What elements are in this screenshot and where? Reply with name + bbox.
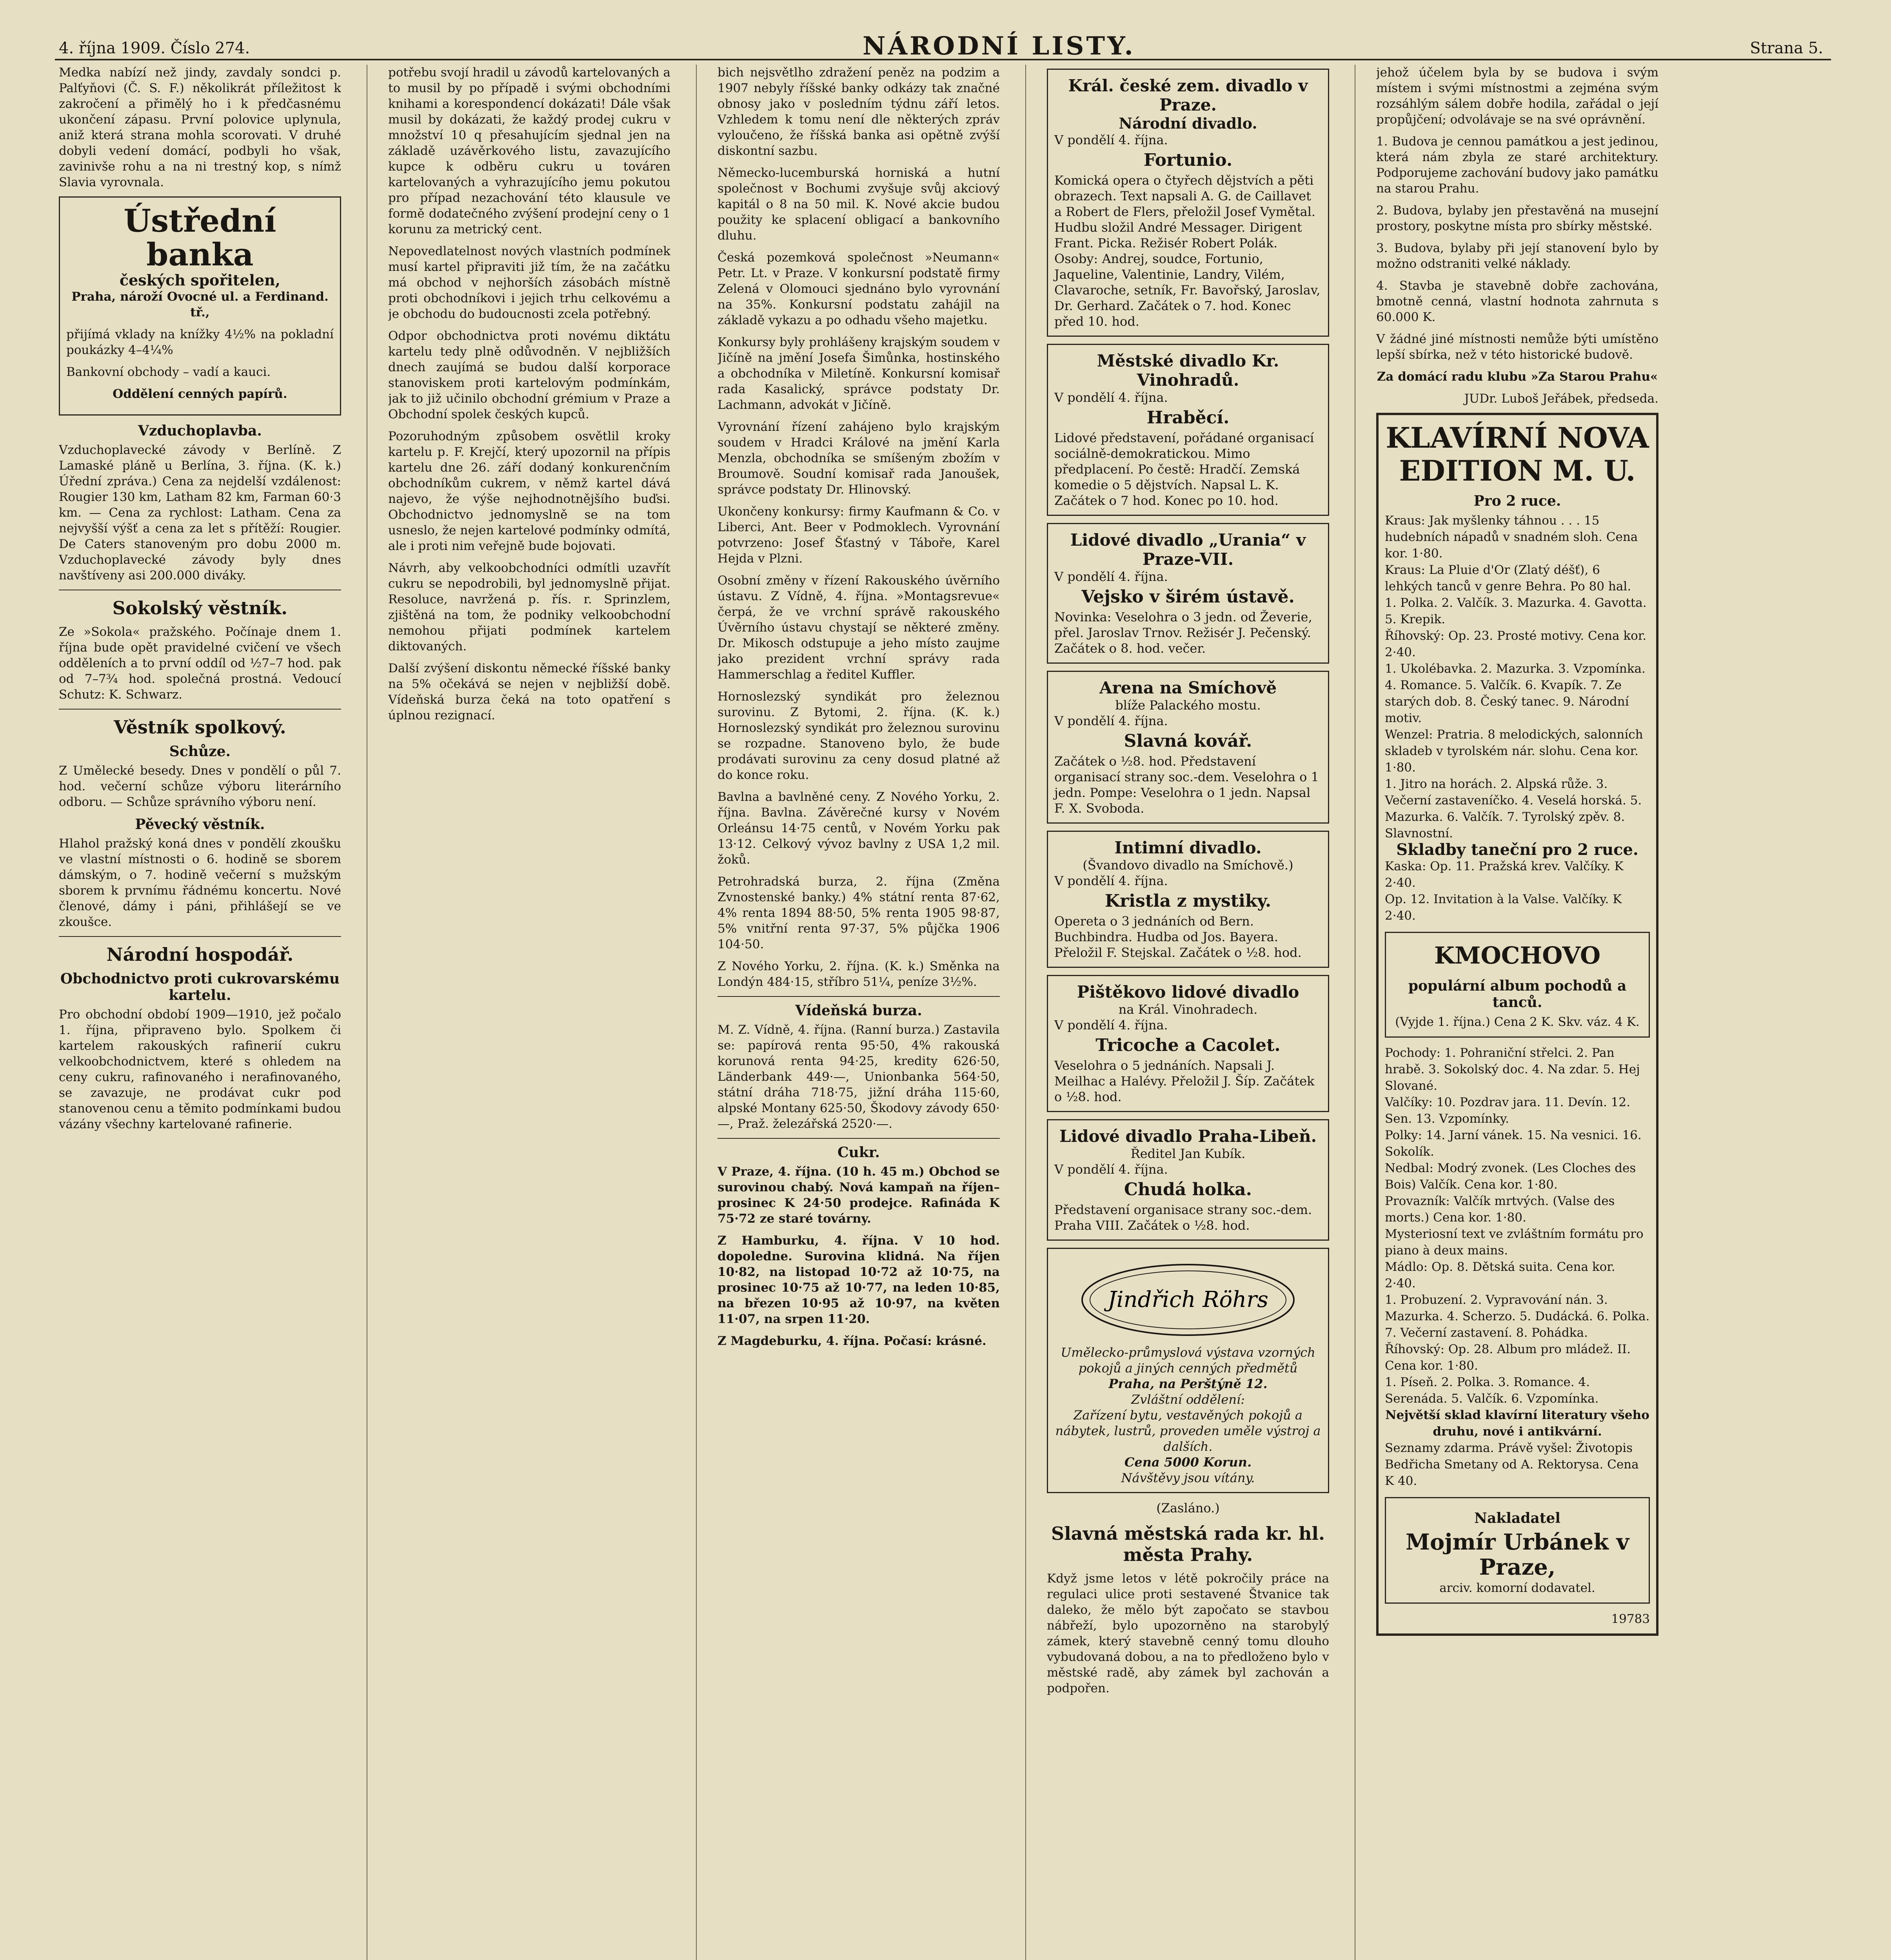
ad-item: Wenzel: Pratria. 8 melodických, salonních skladeb v tyrolském nár. slohu. Cena kor. 1·80.: [1385, 728, 1643, 775]
bank-advert: [59, 196, 341, 416]
ad-item: Kraus: La Pluie d'Or (Zlatý déšť), 6 lehkých tanců v genre Behra. Po 80 hal.: [1385, 563, 1631, 593]
header-rule: [55, 59, 1831, 60]
ad-item: Kaska: Op. 11. Pražská krev. Valčíky. K 2·40.: [1385, 859, 1624, 890]
ad-item: 1. Polka. 2. Valčík. 3. Mazurka. 4. Gavotta. 5. Krepik.: [1385, 596, 1647, 626]
show-cast: Osoby: Andrej, soudce, Fortunio, Jaqueline, Valentinie, Landry, Vilém, Clavaroche, setník, Fr. Bavořský, Jaroslav, Dr. Gerhard. Začátek o 7. hod. Konec před 10. hod.: [1054, 251, 1321, 329]
theatre-name: Lidové divadlo Praha-Libeň.: [1059, 1127, 1317, 1146]
bank-subtitle: českých spořitelen,: [119, 271, 281, 289]
bank-text: Oddělení cenných papírů.: [113, 387, 287, 401]
theatre-listing: [1047, 671, 1329, 824]
show-title: Chudá holka.: [1124, 1180, 1252, 1200]
ad-item: Skladby taneční pro 2 ruce.: [1396, 840, 1639, 859]
theatre-subname: na Král. Vinohradech.: [1118, 1002, 1258, 1017]
theatre-date: V pondělí 4. října.: [1054, 1018, 1168, 1033]
divider: [59, 936, 341, 937]
column-2: [388, 65, 670, 1960]
article-text: Z Magdeburku, 4. října. Počasí: krásné.: [718, 1334, 986, 1348]
show-title: Vejsko v širém ústavě.: [1081, 587, 1295, 607]
column-1: [59, 65, 341, 1960]
show-info: Začátek o ½8. hod. Představení organisací strany soc.-dem. Veselohra o 1 jedn. Pompe: Veselohra o 1 jedn. Napsal F. X. Svoboda.: [1054, 754, 1319, 816]
divider: [718, 1138, 1000, 1139]
theatre-date: V pondělí 4. října.: [1054, 873, 1168, 888]
kmochovo-text: (Vyjde 1. října.) Cena 2 K. Skv. váz. 4 K.: [1395, 1015, 1640, 1029]
ad-item: 1. Ukolébavka. 2. Mazurka. 3. Vzpomínka. 4. Romance. 5. Valčík. 6. Kvapík. 7. Ze starých dob. 8. Český tanec. 9. Národní motiv.: [1385, 662, 1646, 725]
theatre-listing: [1047, 69, 1329, 337]
show-info: Představení organisace strany soc.-dem. Praha VIII. Začátek o ½8. hod.: [1054, 1202, 1312, 1233]
theatre-listing: [1047, 1119, 1329, 1241]
article-text: Když jsme letos v létě pokročily práce na regulaci ulice proti sestavené Štvanice tak daleko, že mělo být započato se stavbou nábřeží, bylo upozorněno na starobylý zámek, který stavebně cenný tomu dlouho vybudovaná dobou, a na to předloženo bylo v městské radě, aby zámek byl zachován a podpořen.: [1047, 1572, 1329, 1695]
ad-line: Zvláštní oddělení:: [1131, 1392, 1245, 1407]
theatre-name: Pištěkovo lidové divadlo: [1077, 982, 1299, 1002]
article-text: Petrohradská burza, 2. října (Změna Zvnostenské banky.) 4% státní renta 87·62, 4% renta 1894 88·50, 5% renta 1905 98·87, 5% vnitřní renta 97·37, 5% půjčka 1906 104·50.: [718, 875, 1000, 951]
publisher-subtitle: arciv. komorní dodavatel.: [1439, 1581, 1595, 1595]
article-headline: Obchodnictvo proti cukrovarskému kartelu.: [60, 971, 340, 1004]
show-title: Hraběcí.: [1146, 408, 1230, 428]
column-3: [718, 65, 1000, 1960]
theatre-listing: [1047, 523, 1329, 664]
ad-item: Mysteriosní text ve zvláštním formátu pro piano à deux mains.: [1385, 1227, 1644, 1258]
ad-item: Největší sklad klavírní literatury všeho druhu, nové i antikvární.: [1385, 1408, 1649, 1439]
article-text: Pozoruhodným způsobem osvětlil kroky kartelu p. F. Krejčí, který upozornil na přípis kartelu dne 26. září dodaný konkurenčním obchodníkům cukrem, v němž kartel dává najevo, že výše nejhodnotnějšího buďsi. Obchodnictvo jednomyslně se na tom usneslo, že nejen kartelové podmínky odmítá, ale i proti nim veřejně bude bojovati.: [388, 429, 670, 553]
theatre-listing: [1047, 975, 1329, 1112]
article-text: Osobní změny v řízení Rakouského úvěrního ústavu. Z Vídně, 4. října. »Montagsrevue« čerpá, že ve vrchní správě rakouského Úvěrního ústavu chystají se některé změny. Dr. Mikosch odstupuje a jeho místo zaujme jako prezident vrchní správy rada Hammerschlag a ředitel Kuffler.: [718, 573, 1000, 682]
theatre-name: Arena na Smíchově: [1099, 678, 1277, 697]
column-divider: [1025, 65, 1026, 1960]
publisher-box: [1385, 1497, 1650, 1604]
article-text: Ukončeny konkursy: firmy Kaufmann & Co. v Liberci, Ant. Beer v Podmoklech. Vyrovnání potvrzeno: Josef Šťastný v Táboře, Karel Hejda v Plzni.: [718, 505, 1000, 566]
show-title: Kristla z mystiky.: [1104, 891, 1272, 911]
section-heading: Sokolský věstník.: [112, 597, 288, 619]
article-text: Hornoslezský syndikát pro železnou surovinu. Z Bytomi, 2. října. (K. k.) Hornoslezský syndikát pro železnou surovinu se rozpadne. Stanoveno bylo, že bude prodávati surovinu za ceny dosud platné až do konce roku.: [718, 690, 1000, 782]
divider: [718, 996, 1000, 997]
show-info: Opereta o 3 jednáních od Bern. Buchbindra. Hudba od Jos. Bayera. Přeložil F. Stejskal. Začátek o ½8. hod.: [1054, 914, 1302, 960]
rohrs-logo: [1078, 1261, 1298, 1339]
ad-subtitle: Pro 2 ruce.: [1473, 493, 1561, 509]
ad-item: 1. Probuzení. 2. Vypravování nán. 3. Mazurka. 4. Scherzo. 5. Dudácká. 6. Polka. 7. Večerní zastavení. 8. Pohádka.: [1385, 1293, 1650, 1340]
ad-line: Zařízení bytu, vestavěných pokojů a nábytek, lustrů, proveden uměle výstroj a dalších.: [1055, 1408, 1321, 1454]
article-text: Další zvýšení diskontu německé říšské banky na 5% očekává se nejen v nejbližší době. Vídeňská burza čeká na toto opatření s úplnou rezignací.: [388, 661, 670, 722]
column-5: [1376, 65, 1658, 1960]
ad-number: 19783: [1611, 1612, 1650, 1626]
article-text: 2. Budova, bylaby jen přestavěná na musejní prostory, poskytne místa pro sbírky městské.: [1376, 203, 1658, 233]
page-number: Strana 5.: [1750, 39, 1823, 57]
ad-line: Praha, na Perštýně 12.: [1108, 1376, 1268, 1391]
article-text: potřebu svojí hradil u závodů kartelovaných a to musil by po případě i svými obchodními knihami a korespondencí dokázati! Dále však musil by dokázati, že každý prodej cukru v množství 10 q přesahujícím sjednal jen na základě uzávěrkového listu, zavazujícího kupce k odběru cukru u továren kartelovaných a vyhrazujícího jemu pokutou pro případ nezachování této klausule ve formě dodatečného zvýšení prodejní ceny o 1 korunu za metrický cent.: [388, 65, 670, 236]
article-text: 3. Budova, bylaby při její stanovení bylo by možno odstraniti velké náklady.: [1376, 241, 1658, 271]
article-text: Medka nabízí než jindy, zavdaly sondci p. Palťyňovi (Č. S. F.) několikrát příležitost k zakročení a přimělý ho i k předčasnému ukončení zápasu. První polovice uplynula, aniž která strana mohla scorovati. V druhé dobyli vedení domácí, podbyli ho však, zavinivše rohu a na ni trestný kop, s nímž Slavia vyrovnala.: [59, 65, 341, 189]
ad-title: KLAVÍRNÍ NOVA EDITION M. U.: [1386, 421, 1649, 487]
zaslano-label: (Zasláno.): [1156, 1501, 1220, 1515]
theatre-subname: blíže Palackého mostu.: [1115, 698, 1261, 713]
kmochovo-subtitle: populární album pochodů a tanců.: [1408, 978, 1627, 1011]
show-info: Novinka: Veselohra o 3 jedn. od Ževerie, přel. Jaroslav Trnov. Režisér J. Pečenský. Začátek o 8. hod. večer.: [1054, 610, 1312, 656]
show-title: Tricoche a Cacolet.: [1095, 1035, 1281, 1055]
ad-item: Polky: 14. Jarní vánek. 15. Na vesnici. 16. Sokolík.: [1385, 1128, 1642, 1159]
theatre-name: Městské divadlo Kr. Vinohradů.: [1097, 351, 1279, 390]
theatre-name: Lidové divadlo „Urania“ v Praze-VII.: [1070, 530, 1306, 569]
theatre-listing: [1047, 344, 1329, 516]
article-text: Z Umělecké besedy. Dnes v pondělí o půl 7. hod. večerní schůze výboru literárního odboru. — Schůze správního výboru není.: [59, 764, 341, 809]
ad-item: Pochody: 1. Pohraniční střelci. 2. Pan hrabě. 3. Sokolský doc. 4. Na zdar. 5. Hej Slované.: [1385, 1046, 1640, 1093]
klavirni-advert: [1376, 413, 1658, 1636]
show-info: Komická opera o čtyřech dějstvích a pěti obrazech. Text napsali A. G. de Caillavet a Robert de Flers, přeložil Josef Vymětal. Hudbu složil André Messager. Dirigent Frant. Picka. Režisér Robert Polák.: [1054, 173, 1316, 250]
divider: [59, 709, 341, 710]
article-text: Ze »Sokola« pražského. Počínaje dnem 1. října bude opět pravidelné cvičení ve všech odděleních a to první oddíl od ½7–7 hod. pak od 7–7¾ hod. společná prostná. Vedoucí Schutz: K. Schwarz.: [59, 625, 341, 702]
column-4-theatres: [1047, 65, 1329, 1960]
ad-line: Umělecko-průmyslová výstava vzorných pokojů a jiných cenných předmětů: [1061, 1345, 1315, 1376]
signature: JUDr. Luboš Jeřábek, předseda.: [1464, 392, 1658, 406]
ad-item: Říhovský: Op. 28. Album pro mládež. II. Cena kor. 1·80.: [1385, 1342, 1631, 1373]
section-heading: Národní hospodář.: [106, 944, 294, 965]
ad-item: Valčíky: 10. Pozdrav jara. 11. Devín. 12. Sen. 13. Vzpomínky.: [1385, 1095, 1630, 1126]
publisher-name: Mojmír Urbánek v Praze,: [1405, 1529, 1629, 1580]
article-text: 4. Stavba je stavebně dobře zachována, bmotně cenná, vlastní hodnota zahrnuta s 60.000 K.: [1376, 279, 1658, 324]
column-divider: [696, 65, 697, 1960]
show-info: Veselohra o 5 jednáních. Napsali J. Meilhac a Halévy. Přeložil J. Šíp. Začátek o ½8. hod.: [1054, 1058, 1315, 1104]
bank-title-row: [66, 204, 334, 271]
masthead: NÁRODNÍ LISTY.: [863, 31, 1135, 61]
theatre-subname: Ředitel Jan Kubík.: [1130, 1146, 1246, 1161]
bank-title: Ústřední banka: [124, 202, 276, 273]
ad-line: Cena 5000 Korun.: [1124, 1455, 1252, 1470]
article-text: Z Nového Yorku, 2. října. (K. k.) Směnka na Londýn 484·15, stříbro 51¼, peníze 3½%.: [718, 959, 1000, 989]
subsection-heading: Schůze.: [169, 743, 231, 760]
section-heading: Vídeňská burza.: [795, 1002, 922, 1019]
ad-line: Návštěvy jsou vítány.: [1121, 1470, 1255, 1485]
ad-item: Seznamy zdarma. Právě vyšel: Životopis Bedřicha Smetany od A. Rektorysa. Cena K 40.: [1385, 1441, 1639, 1488]
theatre-date: V pondělí 4. října.: [1054, 713, 1168, 728]
ad-list: [1385, 512, 1650, 924]
article-text: bich nejsvětlho zdražení peněz na podzim a 1907 nebyly říšské banky odkázy tak značné obnosy jako v posledním týdnu září letos. Vzhledem k tomu není dle některých zpráv vyloučeno, že říšská banka asi opětně zvýší diskontní sazbu.: [718, 65, 1000, 158]
article-text: Německo-lucemburská horniská a hutní společnost v Bochumi zvyšuje svůj akciový kapitál o 8 na 50 mil. K. Nové akcie budou použity ke splacení obligací a bankovního dluhu.: [718, 166, 1000, 243]
article-text: Vyrovnání řízení zahájeno bylo krajským soudem v Hradci Králové na jmění Karla Menzla, obchodníka se smíšeným zbožím v Broumově. Soudní komisař rada Janoušek, správce podstaty Dr. Hlinovský.: [718, 420, 1000, 497]
kmochovo-title: KMOCHOVO: [1434, 942, 1601, 969]
article-text: Pro obchodní období 1909—1910, jež počalo 1. října, připraveno bylo. Spolkem či kartelem rakouských rafinerií cukru velkoobchodnictvem, které s ohledem na ceny cukru, rafinovaného i nerafinovaného, se zavazuje, ne prodávat cukr pod stanovenou cenu a těmito podmínkami budou vázány všechny kartelované rafinerie.: [59, 1007, 341, 1131]
article-text: 1. Budova je cennou památkou a jest jedinou, která nám zbyla ze staré architektury. Podporujeme zachování budovy jako památku na starou Prahu.: [1376, 134, 1658, 196]
article-text: Nepovedlatelnost nových vlastních podmínek musí kartel připraviti již tím, že na začátku má obchod v nejhorších zásobách místně proti obchodníkovi i jejich trhu celkovému a je obchodu do budoucnosti zcela potřebný.: [388, 244, 670, 321]
article-headline: Slavná městská rada kr. hl. města Prahy.: [1051, 1523, 1325, 1565]
publisher-heading: Nakladatel: [1474, 1510, 1560, 1526]
theatre-name: Intimní divadlo.: [1114, 838, 1262, 857]
signature: Za domácí radu klubu »Za Starou Prahu«: [1377, 370, 1658, 384]
article-text: Hlahol pražský koná dnes v pondělí zkoušku ve vlastní místnosti o 6. hodině se sborem dámským, o 7. hodině večerní s mužským sborem k prvnímu řádnému koncertu. Nové členové, dámy i páni, přihlášejí se ve zkoušce.: [59, 837, 341, 929]
section-heading: Vzduchoplavba.: [138, 423, 262, 439]
article-text: Bavlna a bavlněné ceny. Z Nového Yorku, 2. října. Bavlna. Závěrečné kursy v Novém Orleánsu 14·75 centů, v Novém Yorku pak 13·12. Celkový vývoz bavlny z USA 1,2 mil. žoků.: [718, 790, 1000, 867]
article-text: Z Hamburku, 4. října. V 10 hod. dopoledne. Surovina klidná. Na říjen 10·82, na listopad 10·72 až 10·75, na prosinec 10·75 až 10·77, na leden 10·85, na březen 10·95 až 10·97, na květen 11·07, na srpen 11·20.: [718, 1234, 1000, 1326]
ad-item: Kraus: Jak myšlenky táhnou . . . 15 hudebních nápadů v snadném sloh. Cena kor. 1·80.: [1385, 514, 1638, 561]
kmochovo-box: [1385, 932, 1650, 1038]
ad-item: Nedbal: Modrý zvonek. (Les Cloches des Bois) Valčík. Cena kor. 1·80.: [1385, 1161, 1636, 1192]
article-text: Česká pozemková společnost »Neumann« Petr. Lt. v Praze. V konkursní podstatě firmy Zelená v Olomouci sjednáno bylo vyrovnání na 35%. Konkursní podstatu zahájil na základě vykazu a po odhadu všeho majetku.: [718, 250, 1000, 327]
theatre-subname: Národní divadlo.: [1119, 114, 1257, 132]
theatre-date: V pondělí 4. října.: [1054, 390, 1168, 405]
article-text: V žádné jiné místnosti nemůže býti umístěno lepší sbírka, než v této historické budově.: [1376, 332, 1658, 362]
ad-item: Mádlo: Op. 8. Dětská suita. Cena kor. 2·40.: [1385, 1260, 1615, 1290]
article-text: M. Z. Vídně, 4. října. (Ranní burza.) Zastavila se: papírová renta 95·50, 4% rakouská korunová renta 94·25, kredity 626·50, Länderbank 449·—, Unionbanka 564·50, státní dráha 718·75, jižní dráha 115·60, alpské Montany 625·50, Škodovy závody 650·—, Praž. železářská 2520·—.: [718, 1023, 1000, 1131]
page-header: [59, 20, 1823, 59]
ad-list: [1385, 1045, 1650, 1489]
show-title: Slavná kovář.: [1124, 731, 1252, 751]
article-text: jehož účelem byla by se budova i svým místem i svými místnostmi a zejména svým rozsáhlým sálem dobře hodila, zařádal o její propůjčení; odvolávaje se na své oprávnění.: [1376, 65, 1658, 127]
show-info: Lidové představení, pořádané organisací sociálně-demokratickou. Mimo předplacení. Po čestě: Hradčí. Zemská komedie o 5 dějstvích. Napsal L. K. Začátek o 7 hod. Konec po 10. hod.: [1054, 430, 1314, 508]
bank-text: Bankovní obchody – vadí a kauci.: [66, 365, 271, 379]
show-title: Fortunio.: [1143, 150, 1233, 170]
theatre-date: V pondělí 4. října.: [1054, 132, 1168, 147]
rohrs-logo-text: Jindřich Röhrs: [1108, 1287, 1268, 1312]
theatre-name: Král. české zem. divadlo v Praze.: [1068, 76, 1308, 114]
article-text: Vzduchoplavecké závody v Berlíně. Z Lamaské pláně u Berlína, 3. října. (K. k.) Úřední zpráva.) Cena za nejdelší vzdálenost: Rougier 130 km, Latham 82 km, Farman 60·3 km. — Cena za rychlost: Latham. Cena za nejvyšší výšť a cena za let s přítěží: Rougier. De Caters stanoveným pro dobu 2000 m. Vzduchoplavecké závody byly dnes navštíveny asi 200.000 diváky.: [59, 443, 341, 583]
ad-item: Provazník: Valčík mrtvých. (Valse des morts.) Cena kor. 1·80.: [1385, 1194, 1615, 1225]
section-heading: Věstník spolkový.: [114, 717, 286, 738]
rohrs-advert: [1047, 1248, 1329, 1493]
ad-item: 1. Píseň. 2. Polka. 3. Romance. 4. Serenáda. 5. Valčík. 6. Vzpomínka.: [1385, 1375, 1599, 1406]
theatre-listing: [1047, 831, 1329, 968]
theatre-date: V pondělí 4. října.: [1054, 1162, 1168, 1177]
article-text: Odpor obchodnictva proti novému diktátu kartelu tedy plně odůvodněn. V nejbližších dnech zaujímá se budou další korporace stanoviskem proti kartelovým podmínkám, jak to již učinilo obchodní grémium v Praze a Obchodní spolek českých kupců.: [388, 329, 670, 421]
theatre-date: V pondělí 4. října.: [1054, 569, 1168, 584]
section-heading: Cukr.: [837, 1144, 880, 1161]
subsection-heading: Pěvecký věstník.: [135, 816, 265, 833]
bank-address: Praha, nároží Ovocné ul. a Ferdinand. tř.,: [71, 290, 329, 319]
article-text: Konkursy byly prohlášeny krajským soudem v Jičíně na jmění Josefa Šimůnka, hostinského a obchodníka v Miletíně. Konkursní komisař rada Kasalický, správce podstaty Dr. Lachmann, advokát v Jičíně.: [718, 335, 1000, 412]
bank-text: přijímá vklady na knížky 4½% na pokladní poukázky 4–4¼%: [66, 327, 334, 357]
ad-item: Op. 12. Invitation à la Valse. Valčíky. K 2·40.: [1385, 892, 1622, 923]
article-text: Návrh, aby velkoobchodníci odmítli uzavřít cukru se nepodrobili, byl jednomyslně přijat. Resoluce, navržená p. řís. r. Sprinzlem, zjištěná na tom, že podniky velkoobchodní nemohou přijati podmínek kartelem diktovaných.: [388, 561, 670, 653]
ad-item: 1. Jitro na horách. 2. Alpská růže. 3. Večerní zastaveníčko. 4. Veselá horská. 5. Mazurka. 6. Valčík. 7. Tyrolský zpěv. 8. Slavnostní.: [1385, 777, 1642, 840]
theatre-subname: (Švandovo divadlo na Smíchově.): [1083, 858, 1293, 873]
ad-item: Říhovský: Op. 23. Prosté motivy. Cena kor. 2·40.: [1385, 629, 1647, 659]
article-text: V Praze, 4. října. (10 h. 45 m.) Obchod se surovinou chabý. Nová kampaň na říjen–prosinec K 24·50 prodejce. Rafináda K 75·72 ze staré továrny.: [718, 1165, 1000, 1226]
issue-date: 4. října 1909. Číslo 274.: [59, 39, 250, 57]
